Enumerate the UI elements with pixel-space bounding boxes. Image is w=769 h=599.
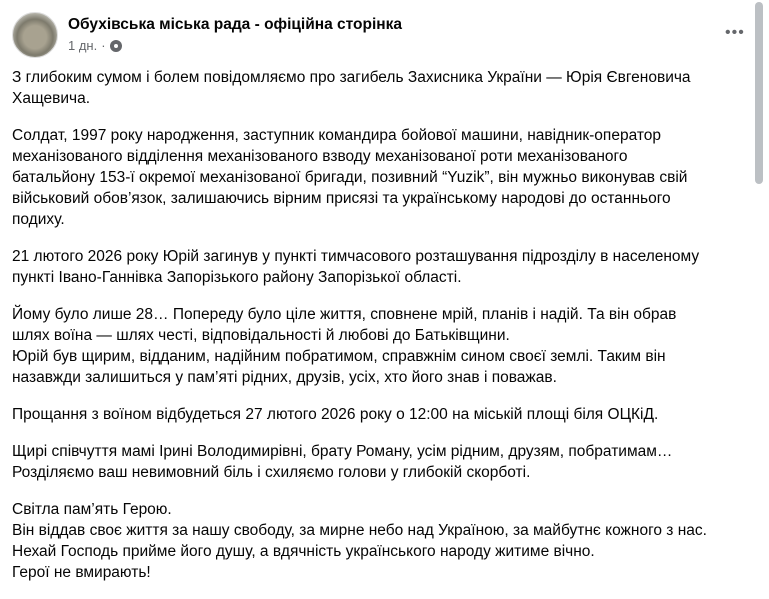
post-paragraph: [12, 404, 752, 425]
scrollbar-thumb[interactable]: [755, 2, 763, 184]
post-text-line: Нехай Господь прийме його душу, а вдячність українського народу житиме вічно.: [12, 543, 595, 560]
post-text-line: Прощання з воїном відбудеться 27 лютого 2026 року о 12:00 на міській площі біля ОЦКіД.: [12, 406, 659, 423]
post-text-line: Юрій був щирим, відданим, надійним побратимом, справжнім сином своєї землі. Таким він: [12, 348, 666, 365]
post-text-line: Світла пам’ять Герою.: [12, 501, 172, 518]
post-time-link[interactable]: 1 дн.: [68, 38, 98, 53]
post-text-line: військовий обов’язок, залишаючись вірним присязі та українському народові до останнього: [12, 190, 671, 207]
post-text-line: Щирі співчуття мамі Ірині Володимирівні, брату Роману, усім рідним, друзям, побратимам…: [12, 443, 673, 460]
post-text-line: Розділяємо ваш невимовний біль і схиляємо голови у глибокій скорботі.: [12, 464, 531, 481]
page-avatar[interactable]: [12, 12, 58, 58]
post-paragraph: [12, 125, 752, 230]
post-subtitle: [68, 37, 402, 55]
post-text-line: шлях воїна — шлях честі, відповідальності й любові до Батьківщини.: [12, 327, 510, 344]
post-text-line: пункті Івано-Ганнівка Запорізького району Запорізької області.: [12, 269, 462, 286]
post-paragraph: [12, 499, 752, 583]
post-text-line: назавжди залишиться у пам’яті рідних, друзів, усіх, хто його знав і поважав.: [12, 369, 557, 386]
separator-dot: ·: [101, 38, 106, 53]
post-header: [12, 10, 402, 60]
post-text-line: З глибоким сумом і болем повідомляємо про загибель Захисника України — Юрія Євгеновича: [12, 69, 691, 86]
page-name-link[interactable]: Обухівська міська рада - офіційна сторінка: [68, 16, 403, 33]
post-text-line: Герої не вмирають!: [12, 564, 151, 581]
post-paragraph: [12, 441, 752, 483]
audience-gear-icon[interactable]: [110, 40, 122, 52]
post-text-line: батальйону 153-ї окремої механізованої бригади, позивний “Yuzik”, він мужньо виконував свій: [12, 169, 688, 186]
post-text-line: Солдат, 1997 року народження, заступник командира бойової машини, навідник-оператор: [12, 127, 662, 144]
post-text-line: подиху.: [12, 211, 65, 228]
post-text-line: Він віддав своє життя за нашу свободу, за мирне небо над Україною, за майбутнє кожного з нас.: [12, 522, 707, 539]
post-text-line: механізованого відділення механізованого взводу механізованої роти механізованого: [12, 148, 628, 165]
post-text-line: Йому було лише 28… Попереду було ціле життя, сповнене мрій, планів і надій. Та він обрав: [12, 306, 677, 323]
post-text-line: Хащевича.: [12, 90, 91, 107]
post-paragraph: [12, 67, 752, 109]
post-paragraph: [12, 304, 752, 388]
post-paragraph: [12, 246, 752, 288]
post-meta: [68, 15, 402, 55]
more-options-icon[interactable]: •••: [725, 24, 745, 41]
post-body: [12, 67, 752, 599]
post-text-line: 21 лютого 2026 року Юрій загинув у пункті тимчасового розташування підрозділу в населеному: [12, 248, 700, 265]
